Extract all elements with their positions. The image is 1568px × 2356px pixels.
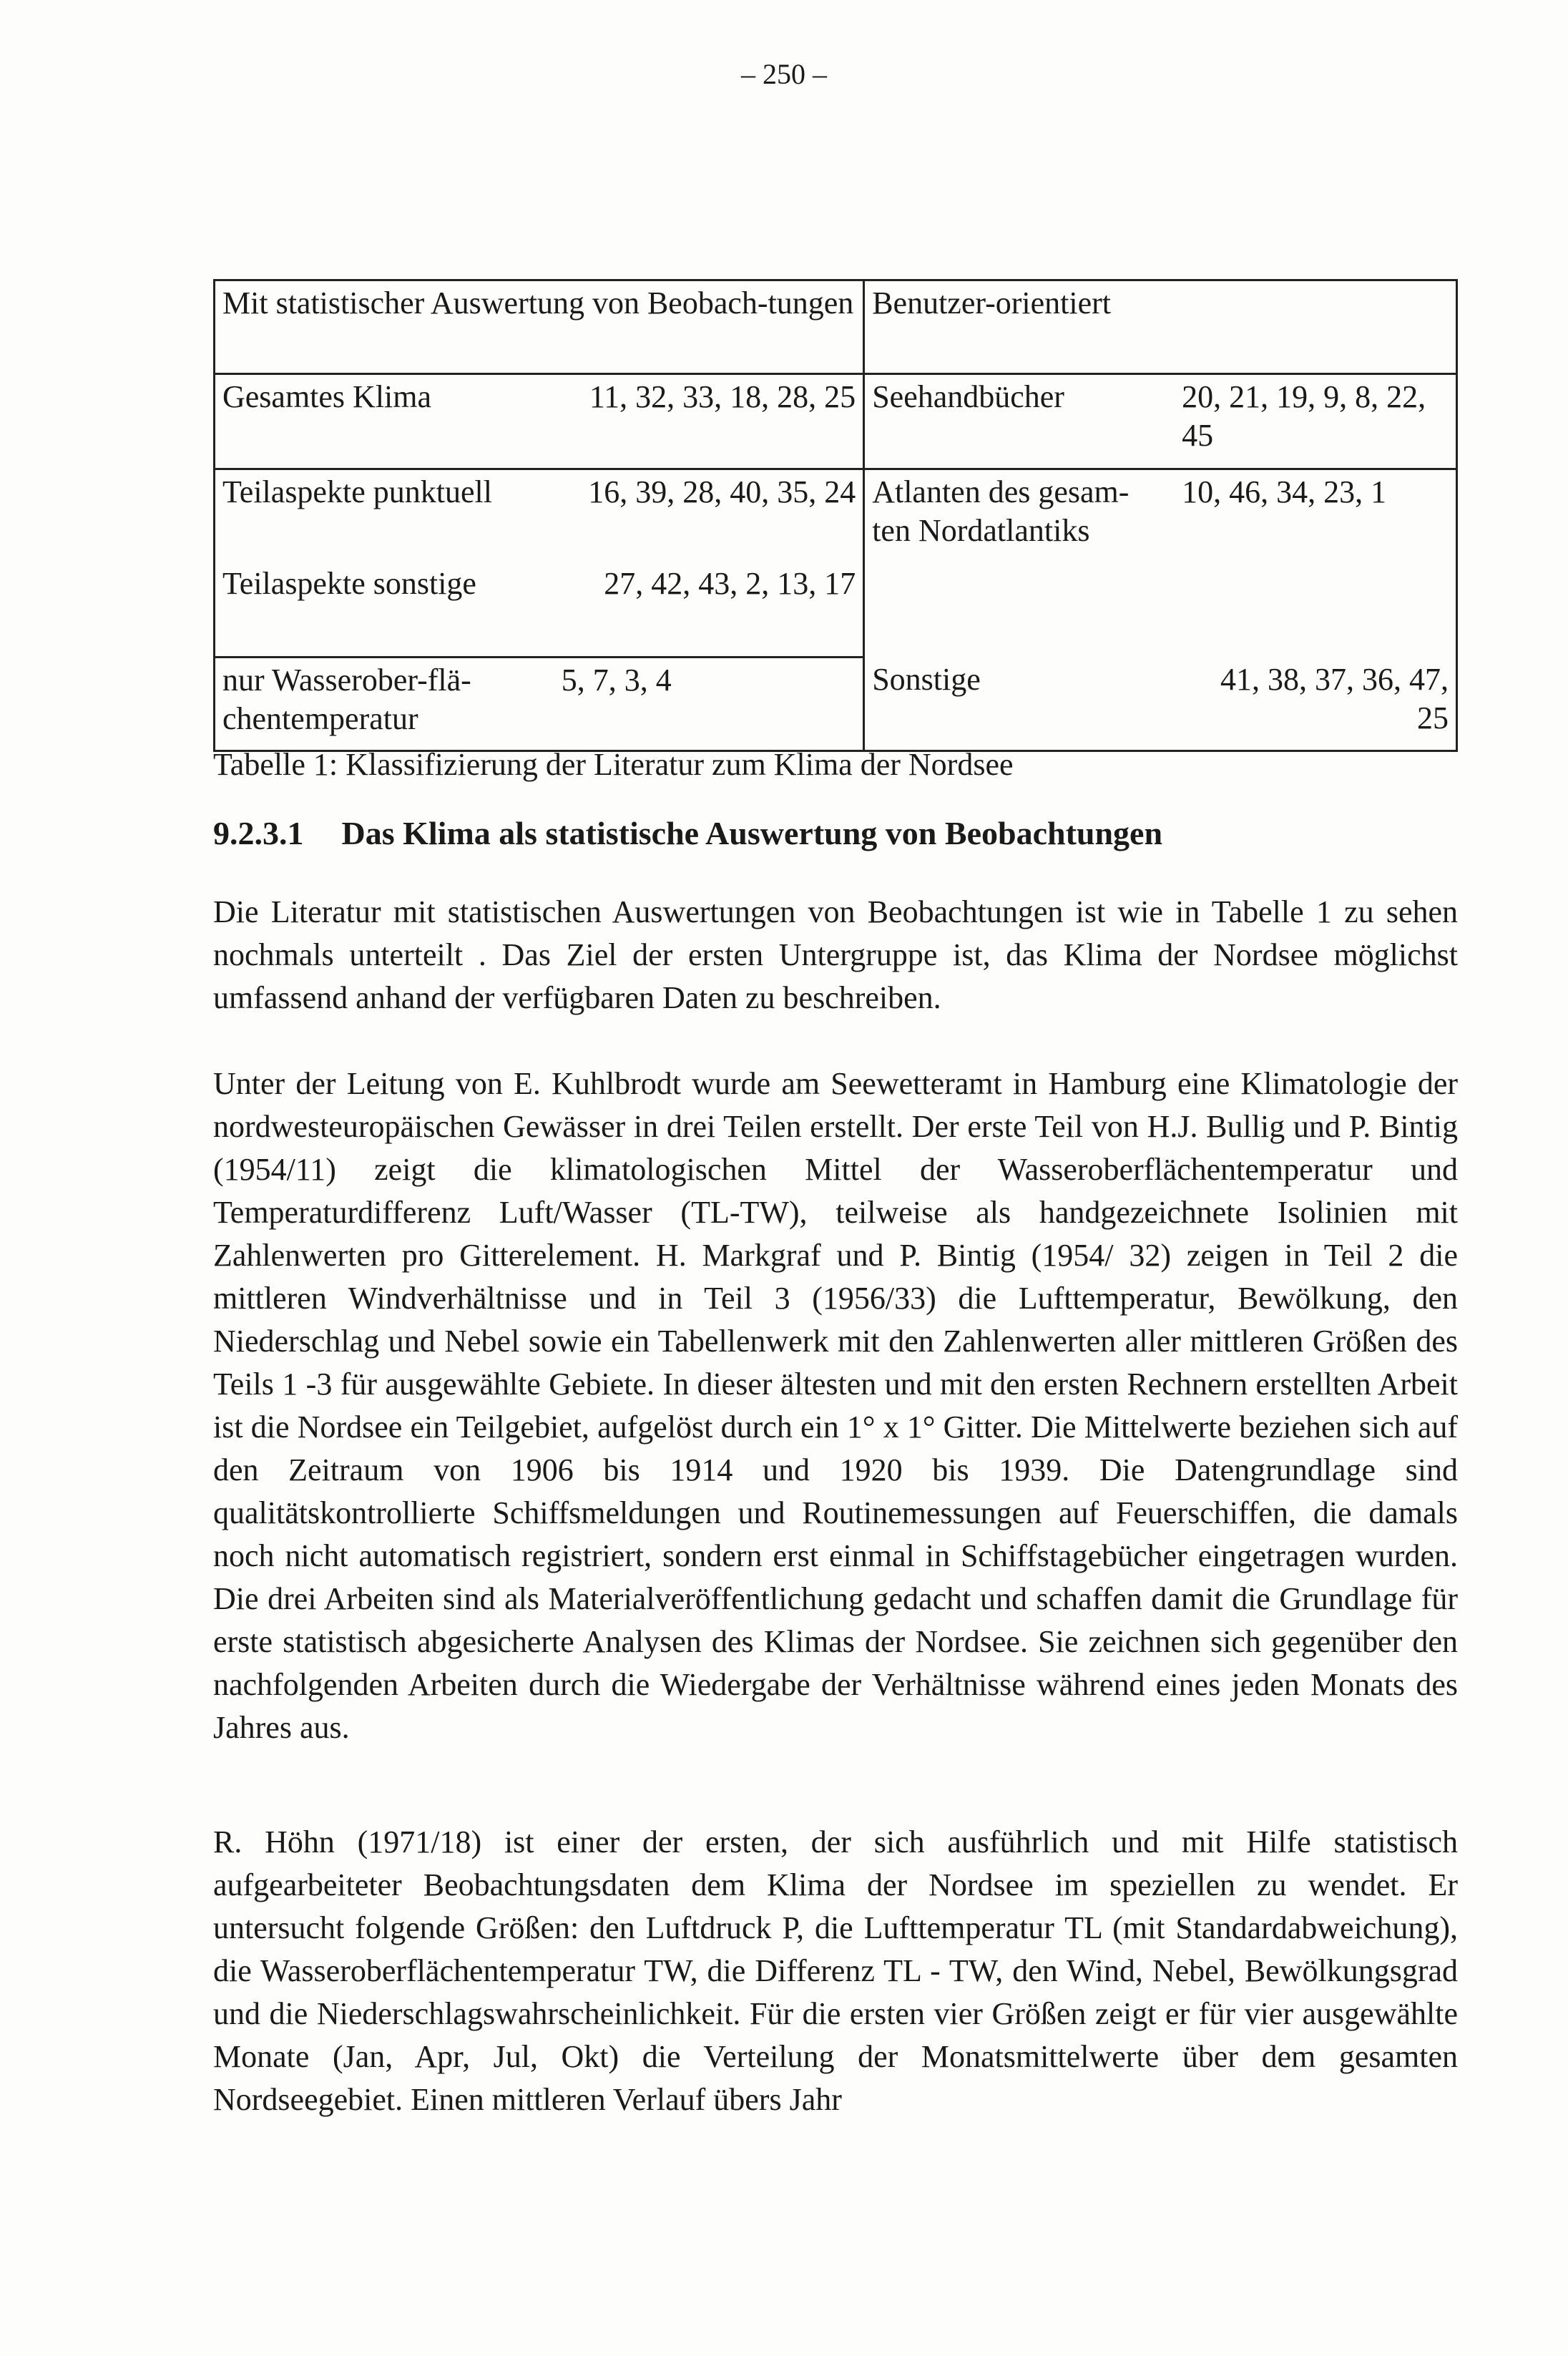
row-values: 27, 42, 43, 2, 13, 17 — [554, 562, 864, 658]
section-title: Das Klima als statistische Auswertung von Beobachtungen — [341, 815, 1163, 851]
row-label: Teilaspekte punktuell — [215, 469, 554, 562]
table-row — [215, 469, 1457, 562]
row-category: Sonstige — [864, 658, 1175, 751]
section-heading — [213, 814, 1162, 852]
paragraph: R. Höhn (1971/18) ist einer der ersten, der sich ausführlich und mit Hilfe statistisch aufgearbeiteter Beobachtungsdaten dem Klima der Nordsee im speziellen zu wendet. Er untersucht folgende Größen: den Luftdruck P, die Lufttemperatur TL (mit Standardabweichung), die Wasseroberflächentemperatur TW, die Differenz TL - TW, den Wind, Nebel, Bewölkungsgrad und die Niederschlagswahrscheinlichkeit. Für die ersten vier Größen zeigt er für vier ausgewählte Monate (Jan, Apr, Jul, Okt) die Verteilung der Monatsmittelwerte über dem gesamten Nordseegebiet. Einen mittleren Verlauf übers Jahr — [213, 1824, 1458, 2117]
page-number: – 250 – — [741, 58, 827, 90]
table-header-left: Mit statistischer Auswertung von Beobach-tungen — [215, 280, 864, 374]
table-row — [215, 658, 1457, 751]
paragraph: Unter der Leitung von E. Kuhlbrodt wurde am Seewetteramt in Hamburg eine Klimatologie der nordwesteuropäischen Gewässer in drei Teilen erstellt. Der erste Teil von H.J. Bullig und P. Bintig (1954/11) zeigt die klimatologischen Mittel der Wasseroberflächentemperatur und Temperaturdifferenz Luft/Wasser (TL-TW), teilweise als handgezeichnete Isolinien mit Zahlenwerten pro Gitterelement. H. Markgraf und P. Bintig (1954/ 32) zeigen in Teil 2 die mittleren Windverhältnisse und in Teil 3 (1956/33) die Lufttemperatur, Bewölkung, den Niederschlag und Nebel sowie ein Tabellenwerk mit den Zahlenwerten aller mittleren Größen des Teils 1 -3 für ausgewählte Gebiete. In dieser ältesten und mit den ersten Rechnern erstellten Arbeit ist die Nordsee ein Teilgebiet, aufgelöst durch ein 1° x 1° Gitter. Die Mittelwerte beziehen sich auf den Zeitraum von 1906 bis 1914 und 1920 bis 1939. Die Datengrundlage sind qualitätskontrollierte Schiffsmeldungen und Routinemessungen auf Feuerschiffen, die damals noch nicht automatisch registriert, sondern erst einmal in Schiffstagebücher eingetragen wurden. Die drei Arbeiten sind als Materialveröffentlichung gedacht und schaffen damit die Grundlage für erste statistisch abgesicherte Analysen des Klimas der Nordsee. Sie zeichnen sich gegenüber den nachfolgenden Arbeiten durch die Wiedergabe der Verhältnisse während eines jeden Monats des Jahres aus. — [213, 1066, 1458, 1745]
row-category-values: 41, 38, 37, 36, 47, 25 — [1175, 658, 1456, 751]
row-values: 16, 39, 28, 40, 35, 24 — [554, 469, 864, 562]
row-category-values: 10, 46, 34, 23, 1 — [1175, 469, 1456, 658]
row-category: Atlanten des gesam-ten Nordatlantiks — [864, 469, 1175, 658]
classification-table — [213, 279, 1458, 752]
row-label: Gesamtes Klima — [215, 374, 554, 469]
paragraph: Die Literatur mit statistischen Auswertungen von Beobachtungen ist wie in Tabelle 1 zu sehen nochmals unterteilt . Das Ziel der ersten Untergruppe ist, das Klima der Nordsee möglichst umfassend anhand der verfügbaren Daten zu beschreiben. — [213, 894, 1458, 1015]
table-header-row — [215, 280, 1457, 374]
table-header-right: Benutzer-orientiert — [864, 280, 1457, 374]
row-values: 5, 7, 3, 4 — [554, 658, 864, 751]
section-number: 9.2.3.1 — [213, 815, 304, 851]
row-category: Seehandbücher — [864, 374, 1175, 469]
table-row — [215, 374, 1457, 469]
row-label: nur Wasserober-flä-chentemperatur — [215, 658, 554, 751]
table-caption: Tabelle 1: Klassifizierung der Literatur zum Klima der Nordsee — [213, 747, 1014, 782]
row-label: Teilaspekte sonstige — [215, 562, 554, 658]
row-category-values: 20, 21, 19, 9, 8, 22, 45 — [1175, 374, 1456, 469]
row-values: 11, 32, 33, 18, 28, 25 — [554, 374, 864, 469]
